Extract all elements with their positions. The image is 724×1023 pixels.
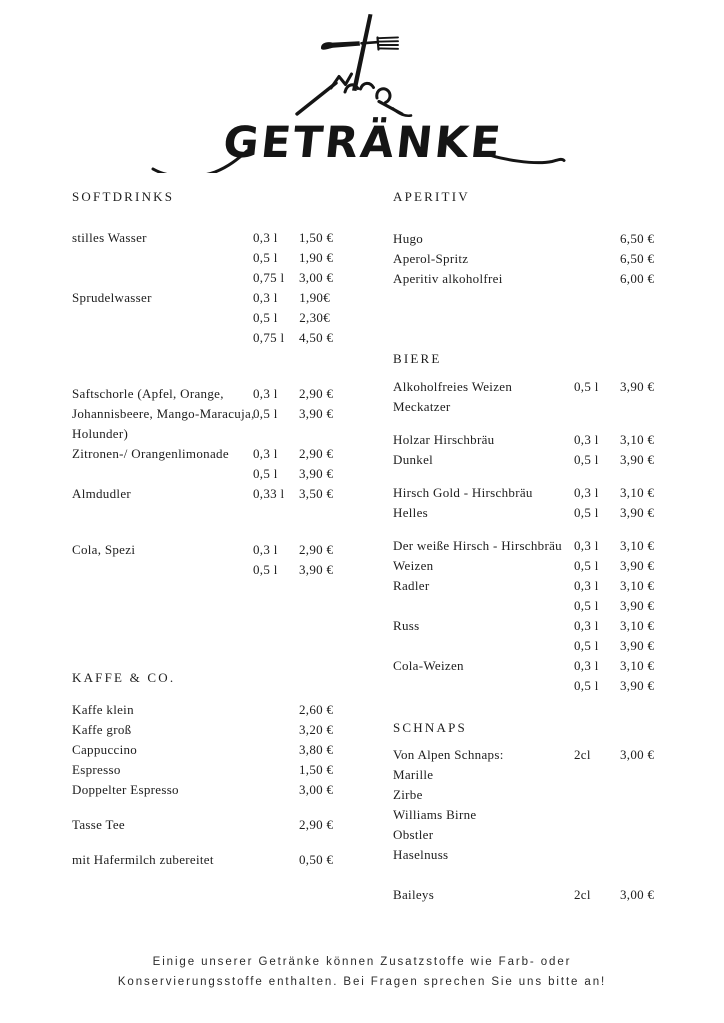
item-size [253, 850, 299, 870]
item-name: Baileys [393, 887, 435, 902]
item-name: Hirsch Gold - Hirschbräu [393, 485, 533, 500]
item-price: 3,90 € [299, 406, 334, 421]
footer-line-1: Einige unserer Getränke können Zusatzstoffe wie Farb- oder [152, 956, 572, 968]
item-price: 1,50 € [299, 230, 334, 245]
item-name [72, 308, 253, 328]
item-size: 0,3 l [574, 432, 599, 447]
item-name: Alkoholfreies Weizen [393, 379, 513, 394]
section-schnaps [393, 720, 653, 905]
item-size [574, 825, 620, 845]
item-name: Aperol-Spritz [393, 251, 469, 266]
menu-item-row [72, 268, 334, 288]
item-name: Der weiße Hirsch - Hirschbräu [393, 538, 562, 553]
item-size [253, 760, 299, 780]
biere-rows [393, 377, 653, 696]
item-name: Meckatzer [393, 399, 451, 414]
menu-item-row [393, 765, 653, 785]
menu-item-row [72, 780, 334, 800]
item-name: Holzar Hirschbräu [393, 432, 495, 447]
item-price: 2,90 € [299, 817, 334, 832]
section-aperitiv [393, 189, 653, 289]
item-price: 4,50 € [299, 330, 334, 345]
item-name: Obstler [393, 827, 434, 842]
item-price: 3,90 € [620, 558, 655, 573]
item-name: Almdudler [72, 486, 132, 501]
section-softdrinks [72, 189, 334, 580]
item-name: Radler [393, 578, 430, 593]
item-name: Marille [393, 767, 434, 782]
item-size [253, 700, 299, 720]
item-name: Zirbe [393, 787, 423, 802]
item-name: Kaffe klein [72, 702, 134, 717]
section-title-schnaps: SCHNAPS [393, 720, 467, 735]
item-size [253, 740, 299, 760]
item-price: 3,90 € [620, 598, 655, 613]
item-size: 0,5 l [574, 452, 599, 467]
menu-item-row [393, 616, 653, 636]
item-size: 0,5 l [574, 379, 599, 394]
item-size: 0,75 l [253, 330, 285, 345]
item-price: 3,20 € [299, 722, 334, 737]
item-size: 0,5 l [253, 406, 278, 421]
item-name: Helles [393, 505, 429, 520]
item-size [253, 780, 299, 800]
item-size: 2cl [574, 747, 591, 762]
item-name: Cola, Spezi [72, 542, 136, 557]
item-price: 3,90 € [620, 379, 655, 394]
item-price: 1,90 € [299, 250, 334, 265]
menu-item-row [72, 328, 334, 348]
item-name [72, 464, 253, 484]
item-price: 3,90 € [620, 638, 655, 653]
menu-item-row [393, 885, 653, 905]
menu-item-row [72, 308, 330, 328]
item-size [253, 424, 299, 444]
item-price: 6,50 € [620, 231, 655, 246]
item-price: 2,60 € [299, 702, 334, 717]
item-price: 3,10 € [620, 538, 655, 553]
menu-item-row [393, 676, 653, 696]
item-price [620, 805, 653, 825]
menu-item-row [72, 484, 334, 504]
menu-item-row [72, 288, 330, 308]
item-size: 0,3 l [574, 618, 599, 633]
item-price: 2,30€ [299, 310, 330, 325]
item-price [620, 825, 653, 845]
item-name: Weizen [393, 558, 434, 573]
item-size [253, 815, 299, 835]
item-name [72, 328, 253, 348]
item-size: 0,3 l [574, 578, 599, 593]
section-title-softdrinks: SOFTDRINKS [72, 189, 175, 204]
menu-item-row [393, 745, 653, 765]
menu-item-row [72, 560, 334, 580]
item-price: 6,00 € [620, 271, 655, 286]
item-size: 0,3 l [253, 386, 278, 401]
menu-item-row [393, 503, 653, 523]
aperitiv-rows [393, 229, 653, 289]
item-name: Williams Birne [393, 807, 477, 822]
item-price: 3,10 € [620, 618, 655, 633]
item-size: 0,3 l [253, 290, 278, 305]
item-size: 0,5 l [574, 598, 599, 613]
footer-line-2: Konservierungsstoffe enthalten. Bei Fragen sprechen Sie uns bitte an! [117, 976, 607, 988]
section-title-aperitiv: APERITIV [393, 189, 470, 204]
menu-item-row [72, 424, 330, 444]
menu-item-row [393, 377, 653, 397]
item-size: 0,5 l [253, 562, 278, 577]
menu-item-row [393, 483, 653, 503]
item-name [393, 636, 574, 656]
kaffe-rows [72, 700, 334, 870]
item-size: 0,3 l [253, 542, 278, 557]
menu-item-row [393, 249, 653, 269]
item-size: 0,5 l [574, 638, 599, 653]
menu-item-row [72, 248, 334, 268]
item-name: Holunder) [72, 426, 129, 441]
item-name: Dunkel [393, 452, 434, 467]
item-name: Haselnuss [393, 847, 449, 862]
menu-item-row [72, 464, 334, 484]
mountain-summit-cross-fork-icon [150, 8, 574, 173]
item-name: mit Hafermilch zubereitet [72, 852, 214, 867]
menu-item-row [72, 740, 334, 760]
item-size: 0,33 l [253, 486, 285, 501]
item-name [72, 560, 253, 580]
item-name [393, 596, 574, 616]
menu-item-row [72, 444, 334, 464]
section-title-biere: BIERE [393, 351, 442, 366]
item-price: 3,10 € [620, 658, 655, 673]
item-price: 3,10 € [620, 578, 655, 593]
item-name: Espresso [72, 762, 121, 777]
item-name: Cappuccino [72, 742, 138, 757]
item-size [574, 785, 620, 805]
item-price: 3,50 € [299, 486, 334, 501]
item-price [620, 397, 653, 417]
item-price: 3,00 € [299, 782, 334, 797]
menu-item-row [393, 805, 653, 825]
item-price: 1,50 € [299, 762, 334, 777]
item-name: Hugo [393, 231, 424, 246]
item-price: 2,90 € [299, 542, 334, 557]
item-size: 0,75 l [253, 270, 285, 285]
item-name: Kaffe groß [72, 722, 132, 737]
item-price: 2,90 € [299, 446, 334, 461]
item-name: Doppelter Espresso [72, 782, 179, 797]
item-name: Zitronen-/ Orangenlimonade [72, 446, 229, 461]
menu-item-row [72, 384, 334, 404]
item-name: Saftschorle (Apfel, Orange, [72, 386, 224, 401]
item-name: Von Alpen Schnaps: [393, 747, 504, 762]
item-size: 0,3 l [574, 658, 599, 673]
menu-item-row [393, 556, 653, 576]
item-size: 0,3 l [253, 230, 278, 245]
item-size: 0,5 l [253, 466, 278, 481]
item-price: 3,80 € [299, 742, 334, 757]
item-price: 3,10 € [620, 432, 655, 447]
item-size [574, 249, 620, 269]
item-name: Tasse Tee [72, 817, 125, 832]
item-name: Aperitiv alkoholfrei [393, 271, 503, 286]
softdrinks-rows [72, 228, 334, 580]
item-price [299, 424, 330, 444]
schnaps-rows [393, 745, 653, 905]
menu-item-row [393, 229, 653, 249]
item-size: 0,5 l [574, 505, 599, 520]
section-biere [393, 351, 653, 696]
item-size: 0,5 l [253, 250, 278, 265]
menu-item-row [393, 656, 653, 676]
menu-item-row [393, 269, 653, 289]
item-name: Sprudelwasser [72, 290, 152, 305]
item-price: 6,50 € [620, 251, 655, 266]
item-price: 3,90 € [299, 562, 334, 577]
menu-item-row [393, 536, 653, 556]
item-price [620, 765, 653, 785]
item-price: 3,00 € [620, 747, 655, 762]
item-price: 1,90€ [299, 290, 330, 305]
menu-item-row [393, 450, 653, 470]
menu-item-row [393, 845, 653, 865]
item-price: 2,90 € [299, 386, 334, 401]
menu-item-row [72, 228, 334, 248]
item-price: 3,90 € [620, 452, 655, 467]
item-size [574, 269, 620, 289]
item-price: 3,90 € [299, 466, 334, 481]
menu-item-row [393, 397, 653, 417]
menu-item-row [72, 404, 334, 424]
item-name: Russ [393, 618, 420, 633]
item-size [253, 720, 299, 740]
menu-title: GETRÄNKE [220, 118, 506, 168]
item-price: 0,50 € [299, 852, 334, 867]
item-price: 3,00 € [620, 887, 655, 902]
item-name [72, 248, 253, 268]
item-name [393, 676, 574, 696]
section-kaffe-und-co [72, 670, 334, 870]
item-size [574, 765, 620, 785]
item-price: 3,00 € [299, 270, 334, 285]
item-price [620, 845, 653, 865]
menu-item-row [393, 636, 653, 656]
item-name: Johannisbeere, Mango-Maracuja, [72, 406, 255, 421]
item-size [574, 805, 620, 825]
menu-item-row [72, 815, 334, 835]
menu-item-row [393, 825, 653, 845]
item-size: 0,3 l [574, 485, 599, 500]
item-size: 0,5 l [574, 678, 599, 693]
item-size: 2cl [574, 887, 591, 902]
menu-item-row [72, 720, 334, 740]
item-size: 0,3 l [574, 538, 599, 553]
item-price: 3,90 € [620, 678, 655, 693]
item-size [574, 397, 620, 417]
item-size: 0,5 l [253, 310, 278, 325]
item-price [620, 785, 653, 805]
logo [150, 8, 574, 173]
item-size: 0,3 l [253, 446, 278, 461]
item-name: Cola-Weizen [393, 658, 464, 673]
item-size [574, 229, 620, 249]
menu-item-row [72, 700, 334, 720]
menu-item-row [72, 850, 334, 870]
item-size: 0,5 l [574, 558, 599, 573]
section-title-kaffe: KAFFE & CO. [72, 670, 176, 685]
item-name: stilles Wasser [72, 230, 147, 245]
item-name [72, 268, 253, 288]
footer-note [0, 952, 724, 992]
menu-item-row [393, 596, 653, 616]
item-price: 3,10 € [620, 485, 655, 500]
item-size [574, 845, 620, 865]
menu-item-row [393, 430, 653, 450]
menu-item-row [72, 760, 334, 780]
menu-item-row [393, 576, 653, 596]
item-price: 3,90 € [620, 505, 655, 520]
menu-item-row [393, 785, 653, 805]
menu-item-row [72, 540, 334, 560]
